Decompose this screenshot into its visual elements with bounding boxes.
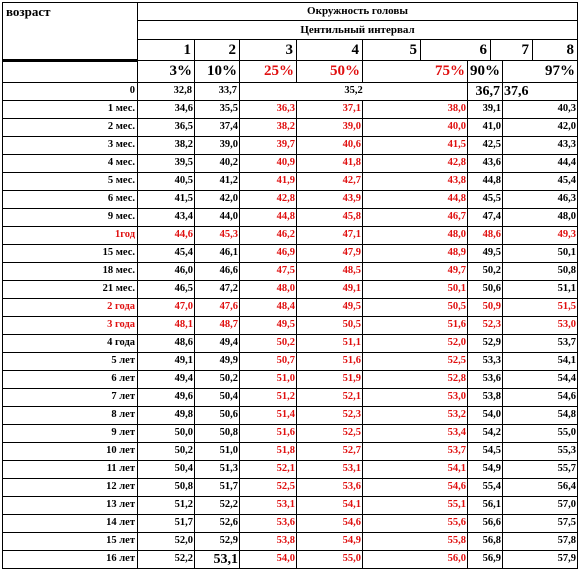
table-row — [3, 515, 578, 533]
table-row — [3, 533, 578, 551]
value-cell: 55,7 — [503, 461, 578, 479]
value-cell: 52,3 — [468, 317, 503, 335]
value-cell: 56,4 — [503, 479, 578, 497]
value-cell: 43,3 — [503, 137, 578, 155]
value-cell: 53,1 — [297, 461, 363, 479]
value-cell: 48,5 — [297, 263, 363, 281]
value-cell: 52,3 — [297, 407, 363, 425]
value-cell: 43,9 — [297, 191, 363, 209]
value-cell: 54,1 — [503, 353, 578, 371]
value-cell: 45,5 — [468, 191, 503, 209]
value-cell: 53,2 — [363, 407, 468, 425]
value-cell: 34,6 — [138, 101, 195, 119]
value-cell: 48,4 — [240, 299, 297, 317]
value-cell: 51,7 — [195, 479, 240, 497]
column-number-6: 6 — [421, 40, 491, 61]
age-cell: 15 лет — [3, 533, 138, 551]
table-row — [3, 479, 578, 497]
value-cell: 41,9 — [240, 173, 297, 191]
value-cell: 44,0 — [195, 209, 240, 227]
value-cell: 44,8 — [240, 209, 297, 227]
value-cell: 49,3 — [503, 227, 578, 245]
value-cell: 51,7 — [138, 515, 195, 533]
value-cell: 52,9 — [468, 335, 503, 353]
value-cell: 52,2 — [138, 551, 195, 569]
value-cell: 51,8 — [240, 443, 297, 461]
value-cell: 54,6 — [363, 479, 468, 497]
table-row — [3, 245, 578, 263]
table-row — [3, 191, 578, 209]
value-cell: 41,2 — [195, 173, 240, 191]
value-cell: 49,5 — [240, 317, 297, 335]
value-cell: 44,4 — [503, 155, 578, 173]
value-cell: 51,0 — [195, 443, 240, 461]
percentile-10: 10% — [195, 61, 240, 83]
value-cell: 50,1 — [503, 245, 578, 263]
value-cell: 37,4 — [195, 119, 240, 137]
value-cell: 55,1 — [363, 497, 468, 515]
value-cell: 33,7 — [195, 83, 240, 101]
table-row — [3, 461, 578, 479]
percentile-50: 50% — [297, 61, 363, 83]
age-cell: 7 лет — [3, 389, 138, 407]
value-cell: 51,2 — [240, 389, 297, 407]
value-cell: 53,3 — [468, 353, 503, 371]
age-cell: 12 лет — [3, 479, 138, 497]
percentile-97: 97% — [503, 61, 578, 83]
column-number-1: 1 — [138, 40, 195, 61]
value-cell: 51,9 — [297, 371, 363, 389]
value-cell: 50,0 — [138, 425, 195, 443]
age-cell: 9 лет — [3, 425, 138, 443]
value-cell: 55,0 — [297, 551, 363, 569]
value-cell: 38,0 — [363, 101, 468, 119]
value-cell: 37,1 — [297, 101, 363, 119]
value-cell: 49,7 — [363, 263, 468, 281]
value-cell: 55,3 — [503, 443, 578, 461]
value-cell: 41,5 — [138, 191, 195, 209]
value-cell: 56,8 — [468, 533, 503, 551]
table-row — [3, 425, 578, 443]
value-cell: 50,8 — [503, 263, 578, 281]
value-cell: 52,5 — [363, 353, 468, 371]
value-cell: 46,6 — [195, 263, 240, 281]
value-cell: 50,8 — [195, 425, 240, 443]
value-cell: 51,6 — [363, 317, 468, 335]
value-cell: 42,7 — [297, 173, 363, 191]
column-number-4: 4 — [297, 40, 363, 61]
value-cell: 54,4 — [503, 371, 578, 389]
centile-table-container — [2, 2, 578, 569]
age-cell: 13 лет — [3, 497, 138, 515]
value-cell: 55,4 — [468, 479, 503, 497]
value-cell: 50,4 — [195, 389, 240, 407]
value-cell: 52,0 — [138, 533, 195, 551]
value-cell: 54,1 — [363, 461, 468, 479]
column-number-3: 3 — [240, 40, 297, 61]
value-cell: 48,9 — [363, 245, 468, 263]
value-cell: 32,8 — [138, 83, 195, 101]
value-cell: 45,4 — [503, 173, 578, 191]
value-cell: 56,1 — [468, 497, 503, 515]
value-cell: 39,5 — [138, 155, 195, 173]
age-column-header: возраст — [3, 3, 138, 61]
value-cell: 53,1 — [195, 551, 240, 569]
value-cell: 42,8 — [363, 155, 468, 173]
value-cell: 39,0 — [297, 119, 363, 137]
value-cell: 49,5 — [297, 299, 363, 317]
value-cell: 50,1 — [363, 281, 468, 299]
age-cell: 3 мес. — [3, 137, 138, 155]
age-cell: 2 мес. — [3, 119, 138, 137]
value-cell: 52,6 — [195, 515, 240, 533]
value-cell: 40,2 — [195, 155, 240, 173]
age-cell: 1год — [3, 227, 138, 245]
table-row — [3, 173, 578, 191]
table-row — [3, 227, 578, 245]
value-cell: 45,3 — [195, 227, 240, 245]
value-cell: 46,7 — [363, 209, 468, 227]
value-cell: 49,9 — [195, 353, 240, 371]
value-cell: 56,0 — [363, 551, 468, 569]
value-cell: 43,8 — [363, 173, 468, 191]
age-cell: 4 года — [3, 335, 138, 353]
table-row — [3, 101, 578, 119]
value-cell: 52,9 — [195, 533, 240, 551]
value-cell: 50,7 — [240, 353, 297, 371]
age-cell: 6 лет — [3, 371, 138, 389]
table-title: Окружность головы — [138, 3, 578, 21]
age-cell: 18 мес. — [3, 263, 138, 281]
value-cell: 48,0 — [363, 227, 468, 245]
value-cell: 50,2 — [468, 263, 503, 281]
value-cell: 47,2 — [195, 281, 240, 299]
value-cell: 49,5 — [468, 245, 503, 263]
value-cell: 50,5 — [297, 317, 363, 335]
table-row — [3, 497, 578, 515]
value-cell: 50,4 — [138, 461, 195, 479]
value-cell: 40,3 — [503, 101, 578, 119]
age-cell-newborn: 0 — [3, 83, 138, 101]
table-row — [3, 389, 578, 407]
percentile-75: 75% — [363, 61, 468, 83]
value-cell: 41,8 — [297, 155, 363, 173]
table-row — [3, 443, 578, 461]
value-cell: 42,5 — [468, 137, 503, 155]
value-cell: 53,1 — [240, 497, 297, 515]
column-number-2: 2 — [195, 40, 240, 61]
value-cell: 49,6 — [138, 389, 195, 407]
value-cell: 43,6 — [468, 155, 503, 173]
age-cell: 16 лет — [3, 551, 138, 569]
value-cell: 41,5 — [363, 137, 468, 155]
age-cell: 11 лет — [3, 461, 138, 479]
value-cell: 53,0 — [503, 317, 578, 335]
age-cell: 5 мес. — [3, 173, 138, 191]
table-row — [3, 119, 578, 137]
table-row — [3, 209, 578, 227]
table-row — [3, 299, 578, 317]
value-cell: 50,5 — [363, 299, 468, 317]
age-cell: 4 мес. — [3, 155, 138, 173]
table-row — [3, 263, 578, 281]
value-cell: 46,0 — [138, 263, 195, 281]
value-cell: 49,4 — [195, 335, 240, 353]
value-cell: 49,4 — [138, 371, 195, 389]
table-row — [3, 551, 578, 569]
value-cell: 46,5 — [138, 281, 195, 299]
value-cell: 52,2 — [195, 497, 240, 515]
value-cell: 49,1 — [138, 353, 195, 371]
value-cell: 52,5 — [297, 425, 363, 443]
table-row — [3, 155, 578, 173]
value-cell: 52,7 — [297, 443, 363, 461]
value-cell: 48,6 — [468, 227, 503, 245]
value-cell: 54,0 — [240, 551, 297, 569]
age-cell: 8 лет — [3, 407, 138, 425]
value-cell: 55,0 — [503, 425, 578, 443]
value-cell: 38,2 — [240, 119, 297, 137]
value-cell: 47,0 — [138, 299, 195, 317]
value-cell: 50,6 — [468, 281, 503, 299]
value-cell: 47,6 — [195, 299, 240, 317]
value-cell: 47,9 — [297, 245, 363, 263]
value-cell: 45,4 — [138, 245, 195, 263]
value-cell: 46,2 — [240, 227, 297, 245]
value-cell: 51,2 — [138, 497, 195, 515]
value-cell: 40,6 — [297, 137, 363, 155]
value-cell: 53,7 — [503, 335, 578, 353]
value-cell: 51,1 — [503, 281, 578, 299]
value-cell: 55,8 — [363, 533, 468, 551]
value-cell: 50,2 — [195, 371, 240, 389]
value-cell: 55,6 — [363, 515, 468, 533]
table-row — [3, 371, 578, 389]
value-cell: 42,8 — [240, 191, 297, 209]
value-cell: 56,6 — [468, 515, 503, 533]
value-cell: 36,5 — [138, 119, 195, 137]
column-number-7: 7 — [491, 40, 533, 61]
percentile-90: 90% — [468, 61, 503, 83]
value-cell: 48,1 — [138, 317, 195, 335]
value-cell: 49,1 — [297, 281, 363, 299]
table-subtitle: Центильный интервал — [138, 21, 578, 40]
age-cell: 2 года — [3, 299, 138, 317]
value-cell: 47,1 — [297, 227, 363, 245]
value-cell: 37,6 — [503, 83, 578, 101]
age-cell: 15 мес. — [3, 245, 138, 263]
value-cell: 44,8 — [363, 191, 468, 209]
value-cell: 54,6 — [297, 515, 363, 533]
age-cell: 5 лет — [3, 353, 138, 371]
head-circumference-table — [2, 2, 578, 569]
value-cell: 53,4 — [363, 425, 468, 443]
value-cell: 42,0 — [195, 191, 240, 209]
value-cell: 54,9 — [297, 533, 363, 551]
table-row — [3, 407, 578, 425]
value-cell: 39,1 — [468, 101, 503, 119]
value-cell: 45,8 — [297, 209, 363, 227]
table-row — [3, 137, 578, 155]
value-cell: 51,4 — [240, 407, 297, 425]
value-cell: 48,0 — [503, 209, 578, 227]
value-cell: 51,0 — [240, 371, 297, 389]
age-cell: 14 лет — [3, 515, 138, 533]
value-cell: 51,6 — [240, 425, 297, 443]
value-cell: 36,3 — [240, 101, 297, 119]
value-cell: 48,7 — [195, 317, 240, 335]
value-cell: 52,5 — [240, 479, 297, 497]
value-cell: 40,0 — [363, 119, 468, 137]
value-cell: 43,4 — [138, 209, 195, 227]
value-cell: 44,8 — [468, 173, 503, 191]
value-cell: 53,6 — [297, 479, 363, 497]
value-cell: 53,8 — [240, 533, 297, 551]
value-cell: 56,9 — [468, 551, 503, 569]
value-cell: 46,9 — [240, 245, 297, 263]
value-cell: 40,5 — [138, 173, 195, 191]
value-cell: 51,3 — [195, 461, 240, 479]
percentile-25: 25% — [240, 61, 297, 83]
value-cell: 53,6 — [468, 371, 503, 389]
value-cell: 36,7 — [468, 83, 503, 101]
value-cell: 49,8 — [138, 407, 195, 425]
age-cell: 6 мес. — [3, 191, 138, 209]
value-cell: 44,6 — [138, 227, 195, 245]
value-cell: 54,9 — [468, 461, 503, 479]
value-cell-median: 35,2 — [240, 83, 468, 101]
table-row — [3, 317, 578, 335]
table-row — [3, 335, 578, 353]
value-cell: 51,1 — [297, 335, 363, 353]
value-cell: 57,0 — [503, 497, 578, 515]
value-cell: 54,5 — [468, 443, 503, 461]
value-cell: 41,0 — [468, 119, 503, 137]
value-cell: 53,6 — [240, 515, 297, 533]
value-cell: 50,2 — [240, 335, 297, 353]
value-cell: 48,6 — [138, 335, 195, 353]
value-cell: 51,6 — [297, 353, 363, 371]
table-row — [3, 281, 578, 299]
value-cell: 54,2 — [468, 425, 503, 443]
age-cell: 3 года — [3, 317, 138, 335]
value-cell: 54,8 — [503, 407, 578, 425]
value-cell: 40,9 — [240, 155, 297, 173]
value-cell: 54,1 — [297, 497, 363, 515]
value-cell: 39,0 — [195, 137, 240, 155]
value-cell: 57,9 — [503, 551, 578, 569]
value-cell: 53,0 — [363, 389, 468, 407]
column-number-5: 5 — [363, 40, 421, 61]
value-cell: 46,3 — [503, 191, 578, 209]
value-cell: 50,9 — [468, 299, 503, 317]
value-cell: 39,7 — [240, 137, 297, 155]
value-cell: 53,7 — [363, 443, 468, 461]
value-cell: 52,8 — [363, 371, 468, 389]
value-cell: 50,6 — [195, 407, 240, 425]
value-cell: 54,6 — [503, 389, 578, 407]
value-cell: 52,0 — [363, 335, 468, 353]
percentile-row-blank — [3, 61, 138, 83]
age-cell: 21 мес. — [3, 281, 138, 299]
value-cell: 52,1 — [297, 389, 363, 407]
value-cell: 52,1 — [240, 461, 297, 479]
age-cell: 9 мес. — [3, 209, 138, 227]
age-cell: 1 мес. — [3, 101, 138, 119]
value-cell: 50,8 — [138, 479, 195, 497]
value-cell: 53,8 — [468, 389, 503, 407]
value-cell: 38,2 — [138, 137, 195, 155]
value-cell: 47,5 — [240, 263, 297, 281]
value-cell: 51,5 — [503, 299, 578, 317]
value-cell: 42,0 — [503, 119, 578, 137]
value-cell: 50,2 — [138, 443, 195, 461]
age-cell: 10 лет — [3, 443, 138, 461]
value-cell: 35,5 — [195, 101, 240, 119]
percentile-3: 3% — [138, 61, 195, 83]
value-cell: 57,8 — [503, 533, 578, 551]
value-cell: 47,4 — [468, 209, 503, 227]
value-cell: 48,0 — [240, 281, 297, 299]
column-number-8: 8 — [533, 40, 578, 61]
table-row — [3, 353, 578, 371]
value-cell: 54,0 — [468, 407, 503, 425]
value-cell: 46,1 — [195, 245, 240, 263]
value-cell: 57,5 — [503, 515, 578, 533]
